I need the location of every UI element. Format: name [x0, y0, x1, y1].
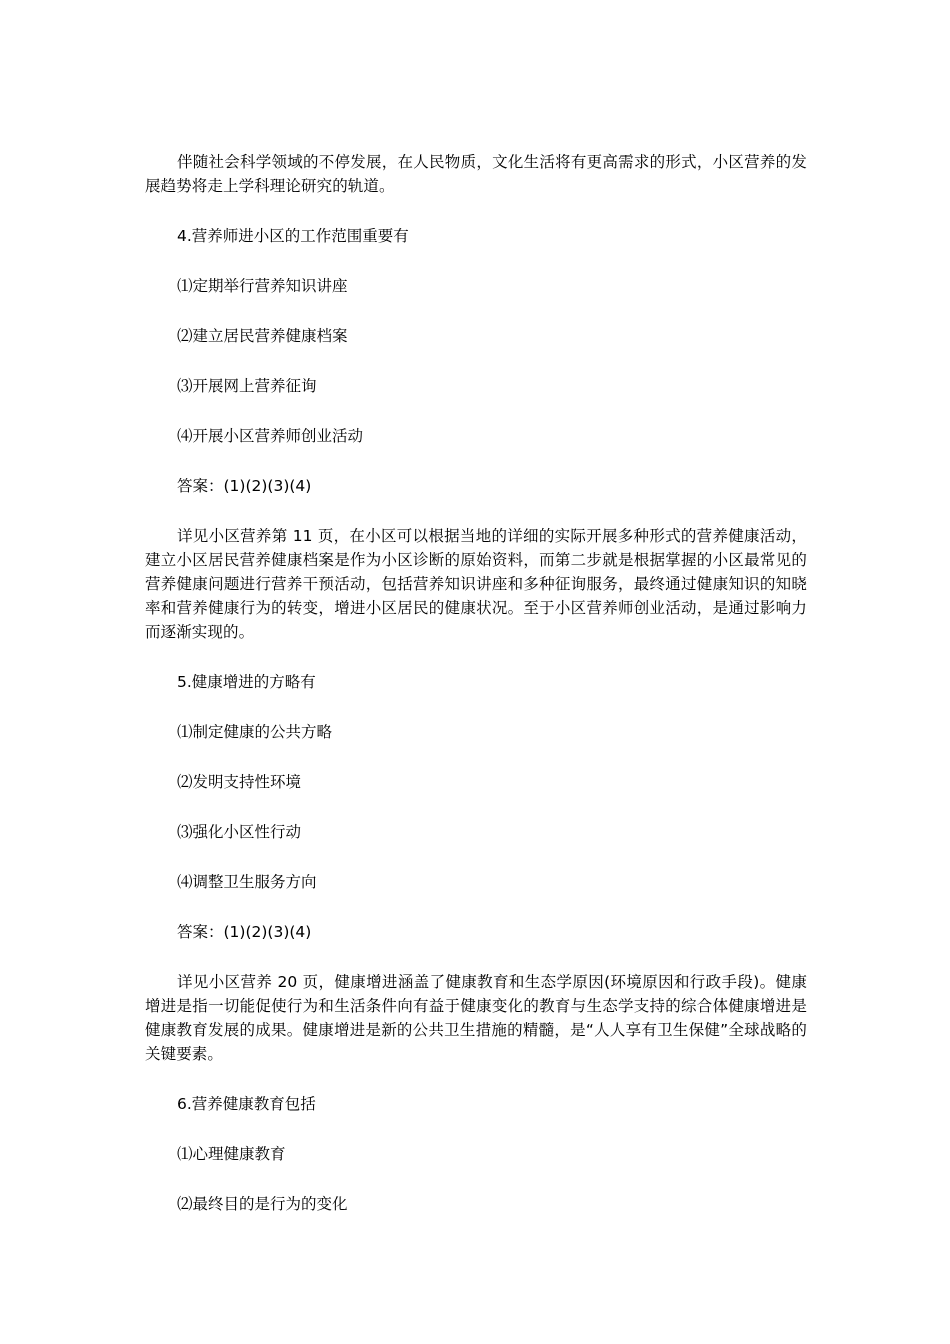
question-4-explanation: 详见小区营养第 11 页，在小区可以根据当地的详细的实际开展多种形式的营养健康活动，建立小区居民营养健康档案是作为小区诊断的原始资料，而第二步就是根据掌握的小区最常见的营养健康问题进行营养干预活动，包括营养知识讲座和多种征询服务，最终通过健康知识的知晓率和营养健康行为的转变，增进小区居民的健康状况。至于小区营养师创业活动，是通过影响力而逐渐实现的。 [145, 527, 807, 641]
question-4-option-3: ⑶开展网上营养征询 [177, 377, 317, 395]
question-6-option-1: ⑴心理健康教育 [177, 1145, 286, 1163]
question-4-answer: 答案：(1)(2)(3)(4) [177, 477, 312, 495]
question-4-option-1: ⑴定期举行营养知识讲座 [177, 277, 348, 295]
question-4-option-4: ⑷开展小区营养师创业活动 [177, 427, 364, 445]
question-6-heading: 6.营养健康教育包括 [177, 1095, 316, 1113]
question-5-option-3: ⑶强化小区性行动 [177, 823, 302, 841]
question-4-heading: 4.营养师进小区的工作范围重要有 [177, 227, 409, 245]
question-6-option-2: ⑵最终目的是行为的变化 [177, 1195, 348, 1213]
question-5-option-1: ⑴制定健康的公共方略 [177, 723, 333, 741]
paragraph-intro: 伴随社会科学领域的不停发展，在人民物质，文化生活将有更高需求的形式，小区营养的发展趋势将走上学科理论研究的轨道。 [145, 153, 807, 195]
question-5-heading: 5.健康增进的方略有 [177, 673, 316, 691]
question-5-explanation: 详见小区营养 20 页，健康增进涵盖了健康教育和生态学原因(环境原因和行政手段)。健康增进是指一切能促使行为和生活条件向有益于健康变化的教育与生态学支持的综合体健康增进是健康教育发展的成果。健康增进是新的公共卫生措施的精髓，是“人人享有卫生保健”全球战略的关键要素。 [145, 973, 807, 1063]
question-5-option-4: ⑷调整卫生服务方向 [177, 873, 317, 891]
question-5-answer: 答案：(1)(2)(3)(4) [177, 923, 312, 941]
question-5-option-2: ⑵发明支持性环境 [177, 773, 302, 791]
question-4-option-2: ⑵建立居民营养健康档案 [177, 327, 348, 345]
document-page [145, 150, 807, 1242]
